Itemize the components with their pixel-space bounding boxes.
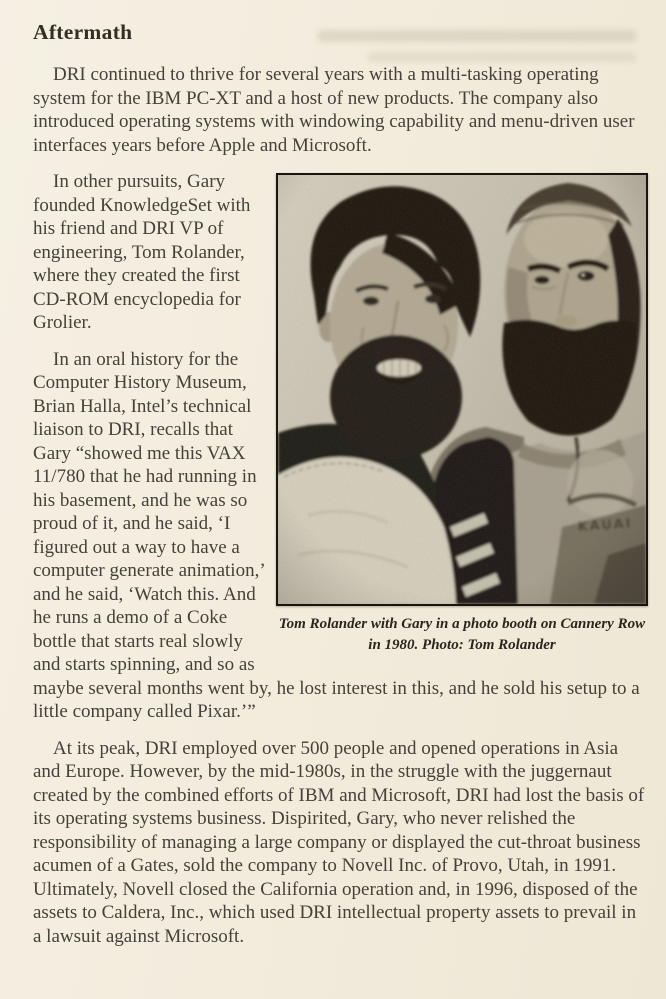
paragraph-oral-history: In an oral history for the Computer History Museum, Brian Halla, Intel’s technical liaison to DRI, recalls that Gary “showed me this VAX 11/780 that he had running in his basement, and he was so proud of it, and he said, ‘I figured out a way to have a computer generate animation,’ and he said, ‘Watch this. And he runs a demo of a Coke bottle that starts real slowly and starts spinning, and so as maybe several months went by, he lost interest in this, and he sold his setup to a little company called Pixar.’” — [33, 348, 640, 722]
paragraph-dri-thrive: DRI continued to thrive for several years with a multi-tasking operating system for the IBM PC-XT and a host of new products. The company also introduced operating systems with windowing capability and menu-driven user interfaces years before Apple and Microsoft. — [33, 64, 635, 156]
photo-illustration — [278, 175, 646, 604]
photo-tom-rolander-and-gary — [276, 173, 648, 606]
section-heading: Aftermath — [33, 20, 133, 44]
photo-figure — [276, 173, 648, 656]
paragraph-dri-decline: At its peak, DRI employed over 500 people and opened operations in Asia and Europe. However, by the mid-1980s, in the struggle with the juggernaut created by the combined efforts of IBM and Microsoft, DRI had lost the basis of its operating systems business. Dispirited, Gary, who never relished the responsibility of managing a large company or displayed the cut-throat business acumen of a Gates, sold the company to Novell Inc. of Provo, Utah, in 1991. Ultimately, Novell closed the California operation and, in 1996, disposed of the assets to Caldera, Inc., which used DRI intellectual property assets to prevail in a lawsuit against Microsoft. — [33, 737, 645, 947]
print-show-through-artifact — [368, 52, 636, 62]
vignette-overlay — [278, 175, 646, 604]
paragraph-knowledgeset: In other pursuits, Gary founded KnowledgeSet with his friend and DRI VP of engineering, Tom Rolander, where they created the first CD-ROM encyclopedia for Grolier. — [33, 171, 251, 333]
photo-caption: Tom Rolander with Gary in a photo booth on Cannery Row in 1980. Photo: Tom Rolander — [278, 616, 646, 653]
